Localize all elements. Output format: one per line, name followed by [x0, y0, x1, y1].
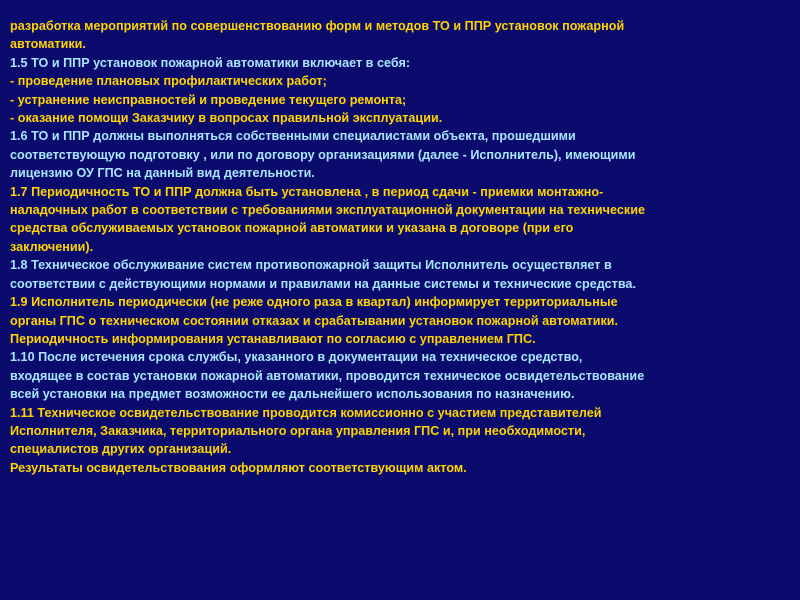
text-line: заключении).: [10, 239, 94, 254]
text-line: 1.8 Техническое обслуживание систем противопожарной защиты Исполнитель осуществляет в: [10, 258, 612, 273]
text-line: - устранение неисправностей и проведение текущего ремонта;: [10, 92, 407, 107]
text-line: разработка мероприятий по совершенствованию форм и методов ТО и ППР установок пожарной: [10, 19, 625, 33]
text-line: входящее в состав установки пожарной автоматики, проводится техническое освидетельствование: [10, 368, 645, 383]
text-line: - проведение плановых профилактических работ;: [10, 74, 327, 89]
text-line: 1.5 ТО и ППР установок пожарной автоматики включает в себя:: [10, 55, 411, 70]
text-line: органы ГПС о техническом состоянии отказах и срабатывании установок пожарной автоматики.: [10, 313, 619, 328]
text-line: 1.10 После истечения срока службы, указанного в документации на техническое средство,: [10, 350, 583, 365]
text-line: Результаты освидетельствования оформляют соответствующим актом.: [10, 460, 467, 475]
text-line: 1.11 Техническое освидетельствование проводится комиссионно с участием представителей: [10, 405, 602, 420]
text-line: 1.9 Исполнитель периодически (не реже одного раза в квартал) информирует территориальные: [10, 295, 618, 310]
text-line: соответствующую подготовку , или по договору организациями (далее - Исполнитель), имеющими: [10, 147, 636, 162]
text-line: лицензию ОУ ГПС на данный вид деятельности.: [10, 166, 315, 181]
text-line: автоматики.: [10, 37, 86, 52]
text-line: наладочных работ в соответствии с требованиями эксплуатационной документации на технические: [10, 203, 646, 218]
text-line: соответствии с действующими нормами и правилами на данные системы и технические средства.: [10, 276, 636, 291]
text-line: средства обслуживаемых установок пожарной автоматики и указана в договоре (при его: [10, 221, 574, 236]
text-line: 1.6 ТО и ППР должны выполняться собственными специалистами объекта, прошедшими: [10, 129, 576, 144]
text-line: Исполнителя, Заказчика, территориального органа управления ГПС и, при необходимости,: [10, 423, 586, 438]
text-line: всей установки на предмет возможности ее дальнейшего использования по назначению.: [10, 387, 575, 402]
text-line: 1.7 Периодичность ТО и ППР должна быть установлена , в период сдачи - приемки монтажно-: [10, 184, 604, 199]
text-line: Периодичность информирования устанавливают по согласию с управлением ГПС.: [10, 331, 536, 346]
text-line: специалистов других организаций.: [10, 442, 232, 457]
slide-text-block: [10, 17, 796, 477]
text-line: - оказание помощи Заказчику в вопросах правильной эксплуатации.: [10, 111, 443, 126]
